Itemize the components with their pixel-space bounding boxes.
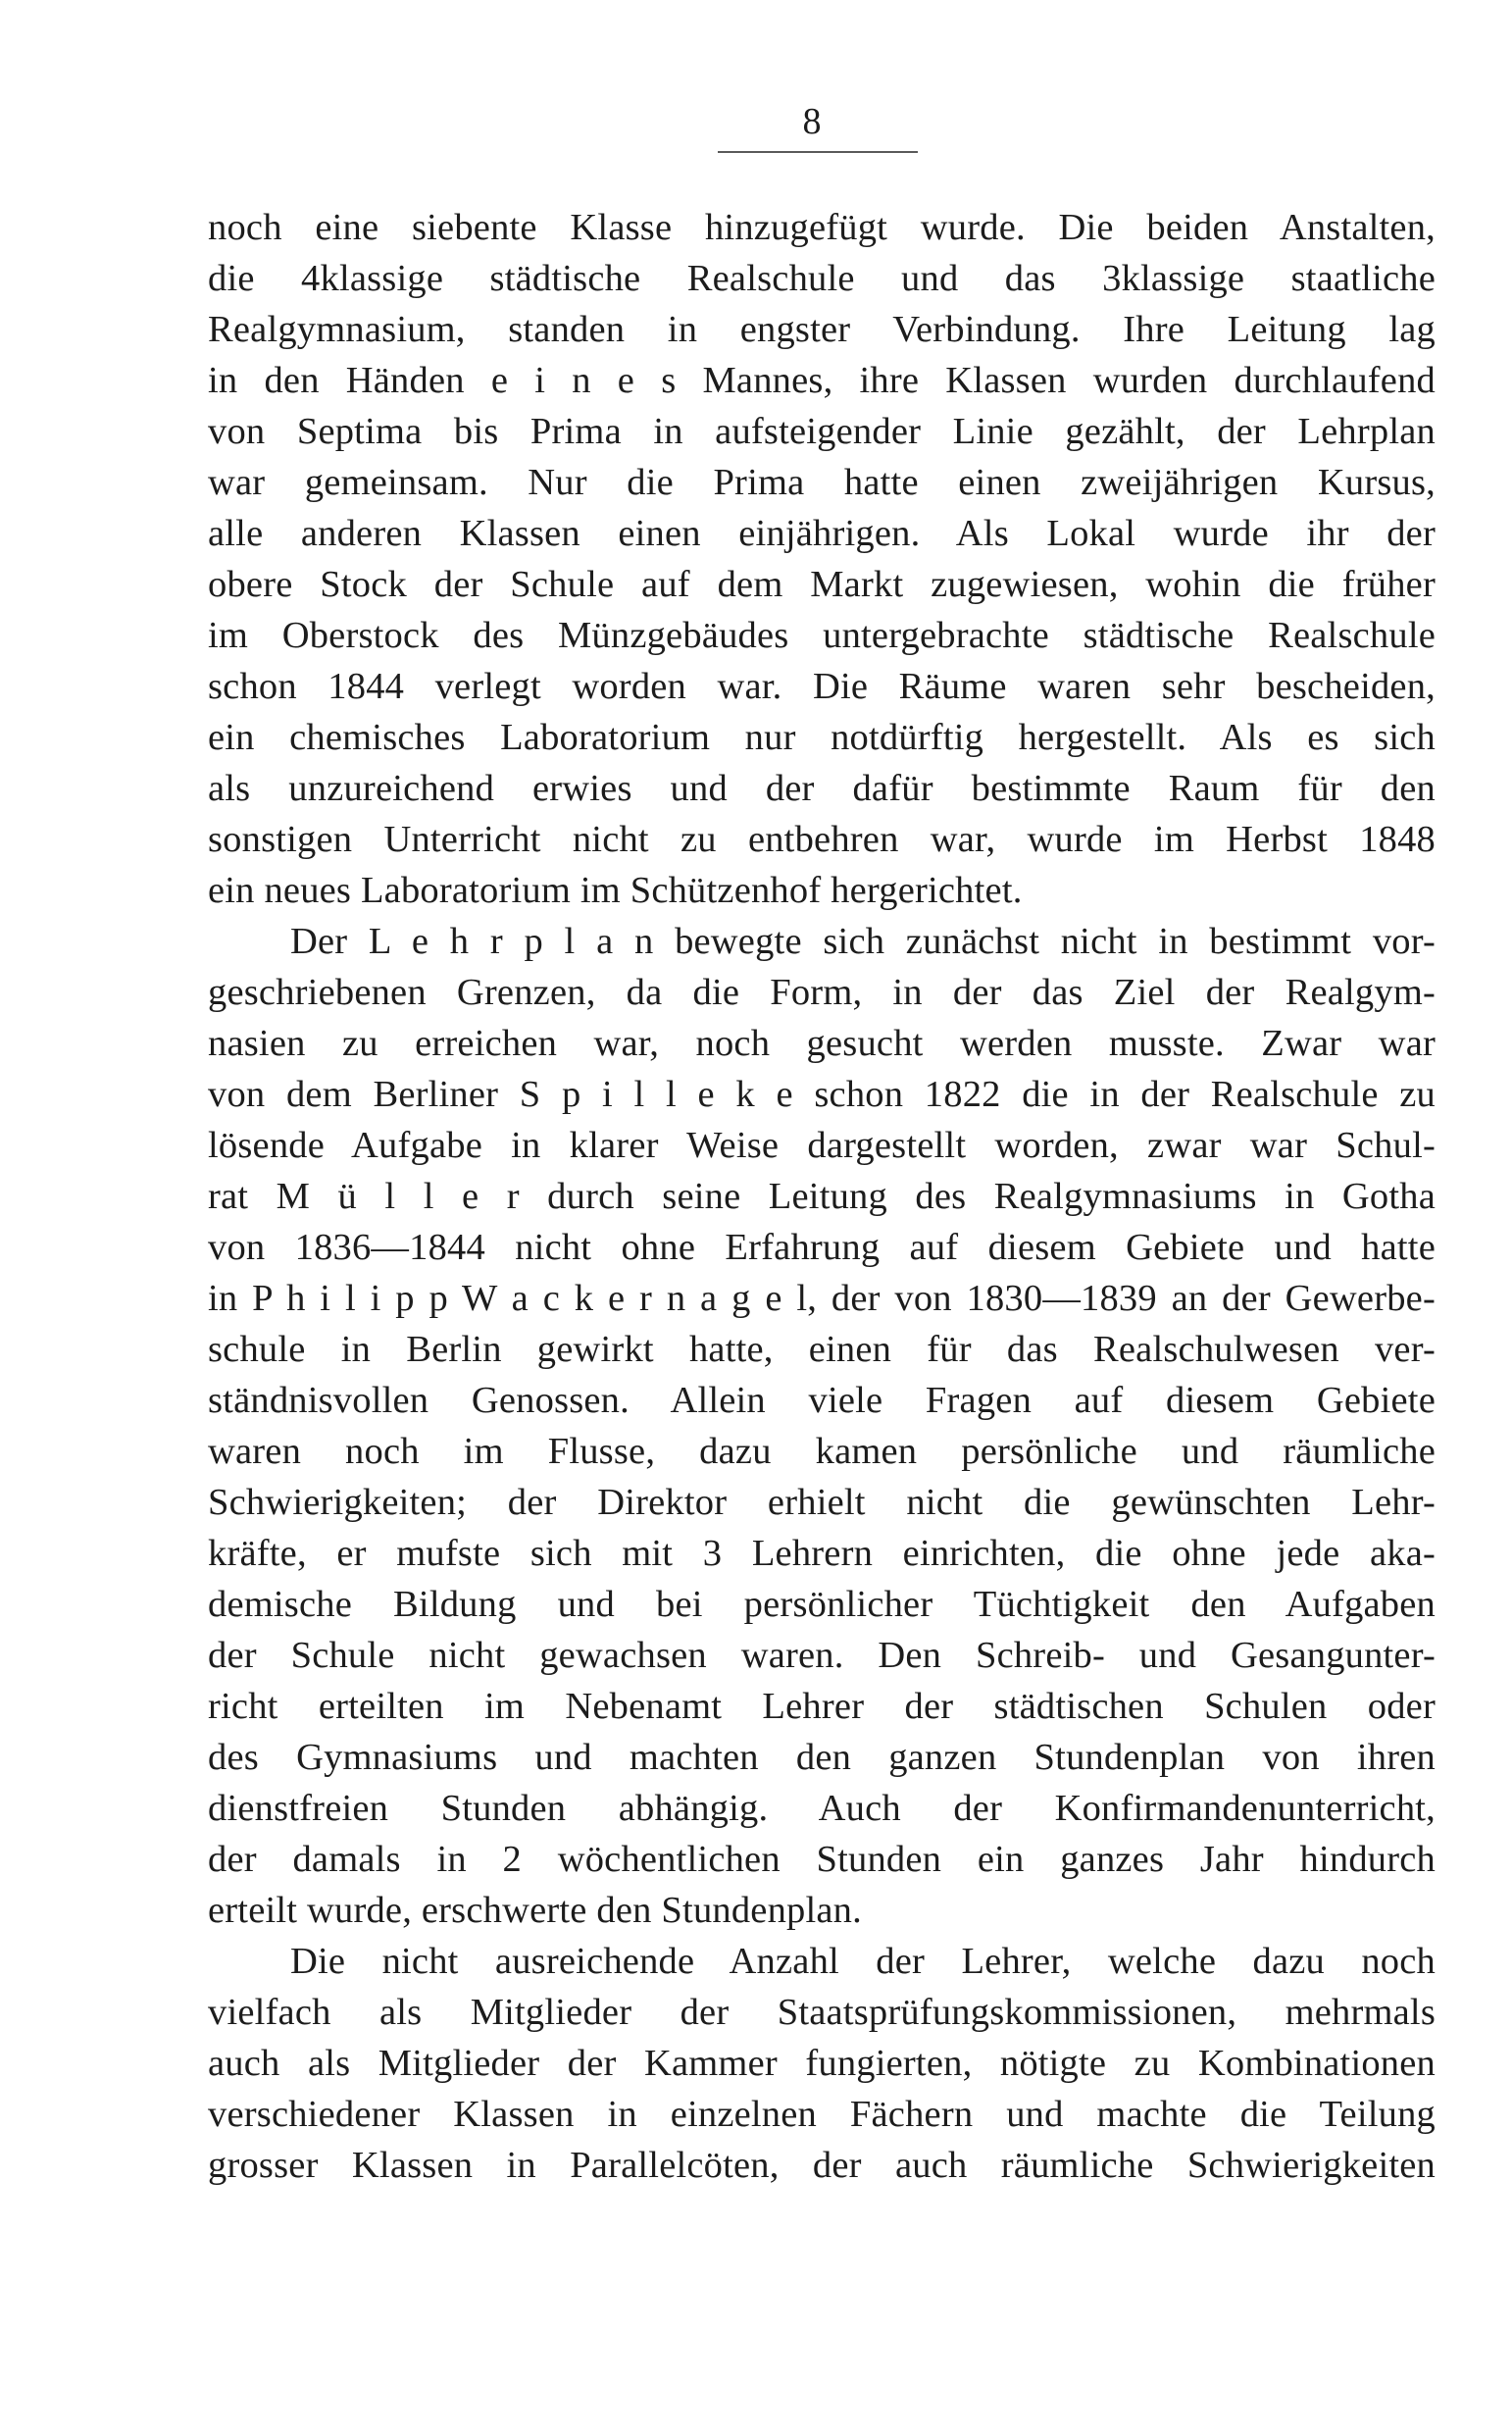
- text-line: demische Bildung und bei persönlicher Tüchtigkeit den Aufgaben: [208, 1584, 1436, 1625]
- text-line: Schwierigkeiten; der Direktor erhielt nicht die gewünschten Lehr-: [208, 1482, 1436, 1523]
- text-line: Der L e h r p l a n bewegte sich zunächst nicht in bestimmt vor-: [290, 921, 1436, 962]
- text-line: ein chemisches Laboratorium nur notdürftig hergestellt. Als es sich: [208, 717, 1436, 758]
- text-line: des Gymnasiums und machten den ganzen Stundenplan von ihren: [208, 1737, 1436, 1778]
- text-line: in P h i l i p p W a c k e r n a g e l, der von 1830—1839 an der Gewerbe-: [208, 1278, 1436, 1319]
- text-line: auch als Mitglieder der Kammer fungierten, nötigte zu Kombinationen: [208, 2043, 1436, 2084]
- text-line: von dem Berliner S p i l l e k e schon 1822 die in der Realschule zu: [208, 1074, 1436, 1115]
- text-line: sonstigen Unterricht nicht zu entbehren war, wurde im Herbst 1848: [208, 819, 1436, 860]
- text-line: alle anderen Klassen einen einjährigen. Als Lokal wurde ihr der: [208, 513, 1436, 554]
- text-line: kräfte, er mufste sich mit 3 Lehrern einrichten, die ohne jede aka-: [208, 1533, 1436, 1574]
- text-line: die 4klassige städtische Realschule und das 3klassige staatliche: [208, 258, 1436, 299]
- text-line: dienstfreien Stunden abhängig. Auch der Konfirmandenunterricht,: [208, 1788, 1436, 1829]
- text-line: von Septima bis Prima in aufsteigender Linie gezählt, der Lehrplan: [208, 411, 1436, 452]
- text-line: obere Stock der Schule auf dem Markt zugewiesen, wohin die früher: [208, 564, 1436, 605]
- text-line: Realgymnasium, standen in engster Verbindung. Ihre Leitung lag: [208, 309, 1436, 350]
- text-line: der damals in 2 wöchentlichen Stunden ein ganzes Jahr hindurch: [208, 1839, 1436, 1880]
- text-line: in den Händen e i n e s Mannes, ihre Klassen wurden durchlaufend: [208, 360, 1436, 401]
- text-line: noch eine siebente Klasse hinzugefügt wurde. Die beiden Anstalten,: [208, 207, 1436, 248]
- text-line: geschriebenen Grenzen, da die Form, in der das Ziel der Realgym-: [208, 972, 1436, 1013]
- text-line: ein neues Laboratorium im Schützenhof hergerichtet.: [208, 870, 1023, 911]
- text-line: von 1836—1844 nicht ohne Erfahrung auf diesem Gebiete und hatte: [208, 1227, 1436, 1268]
- text-line: als unzureichend erwies und der dafür bestimmte Raum für den: [208, 768, 1436, 809]
- text-line: erteilt wurde, erschwerte den Stundenplan.: [208, 1890, 862, 1931]
- text-line: verschiedener Klassen in einzelnen Fächern und machte die Teilung: [208, 2094, 1436, 2135]
- text-line: Die nicht ausreichende Anzahl der Lehrer, welche dazu noch: [290, 1941, 1436, 1982]
- text-line: vielfach als Mitglieder der Staatsprüfungskommissionen, mehrmals: [208, 1992, 1436, 2033]
- body-text: [208, 202, 1436, 2191]
- text-line: schon 1844 verlegt worden war. Die Räume waren sehr bescheiden,: [208, 666, 1436, 707]
- text-line: war gemeinsam. Nur die Prima hatte einen zweijährigen Kursus,: [208, 462, 1436, 503]
- text-line: ständnisvollen Genossen. Allein viele Fragen auf diesem Gebiete: [208, 1380, 1436, 1421]
- text-line: schule in Berlin gewirkt hatte, einen für das Realschulwesen ver-: [208, 1329, 1436, 1370]
- text-line: lösende Aufgabe in klarer Weise dargestellt worden, zwar war Schul-: [208, 1125, 1436, 1166]
- text-line: der Schule nicht gewachsen waren. Den Schreib- und Gesangunter-: [208, 1635, 1436, 1676]
- text-line: waren noch im Flusse, dazu kamen persönliche und räumliche: [208, 1431, 1436, 1472]
- text-line: rat M ü l l e r durch seine Leitung des Realgymnasiums in Gotha: [208, 1176, 1436, 1217]
- text-line: grosser Klassen in Parallelcöten, der auch räumliche Schwierigkeiten: [208, 2145, 1436, 2186]
- page-number: 8: [802, 101, 822, 142]
- text-line: im Oberstock des Münzgebäudes untergebrachte städtische Realschule: [208, 615, 1436, 656]
- text-line: nasien zu erreichen war, noch gesucht werden musste. Zwar war: [208, 1023, 1436, 1064]
- text-line: richt erteilten im Nebenamt Lehrer der städtischen Schulen oder: [208, 1686, 1436, 1727]
- header-rule: [718, 151, 918, 153]
